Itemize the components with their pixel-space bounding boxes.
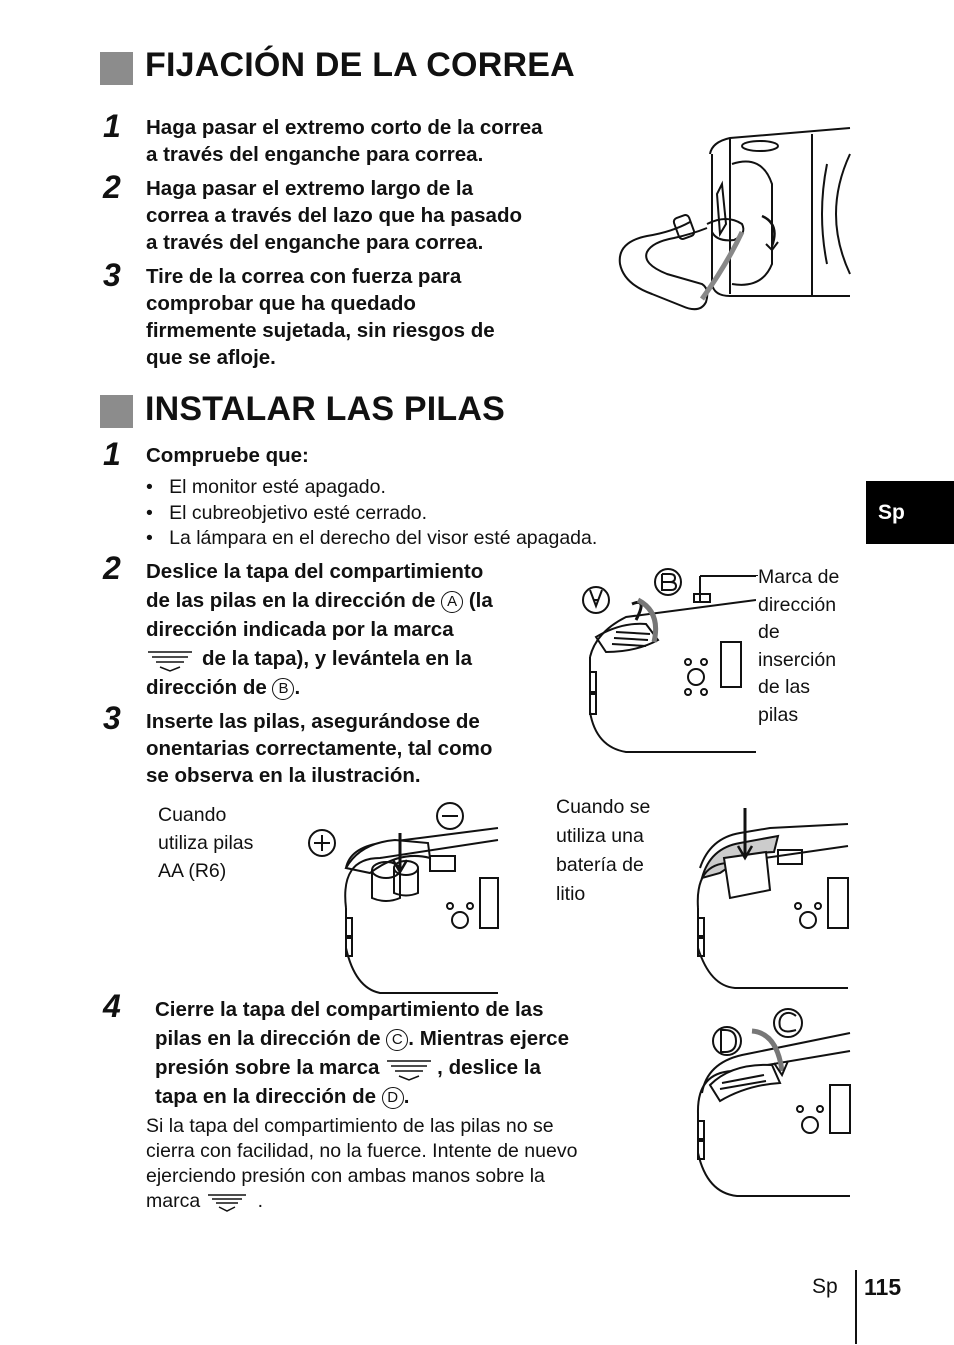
bullet-list	[146, 475, 597, 552]
list-item: • El cubreobjetivo esté cerrado.	[146, 501, 428, 524]
heading-square	[100, 52, 133, 85]
step-number: 2	[103, 169, 121, 205]
step-text: Cierre la tapa del compartimiento de las pilas en la dirección de C . Mientras ejerce presión sobre la marca , deslice la tapa en la dirección de D .	[155, 998, 569, 1108]
section-title-strap: FIJACIÓN DE LA CORREA	[145, 46, 575, 84]
label-c-icon: C	[386, 1029, 408, 1051]
mark-caption: Marca de dirección de inserción de las pilas	[758, 566, 840, 726]
press-mark-icon	[385, 1057, 437, 1081]
note-text: Si la tapa del compartimiento de las pilas no se cierra con facilidad, no la fuerce. Intente de nuevo ejerciendo presión con ambas manos sobre la marca .	[146, 1115, 578, 1212]
step-number: 1	[103, 108, 121, 144]
lithium-caption: Cuando se utiliza una batería de litio	[556, 796, 651, 905]
list-item: • El monitor esté apagado.	[146, 476, 386, 498]
press-mark-icon	[146, 648, 202, 672]
battery-cover-illustration	[576, 562, 756, 757]
leader-line	[700, 575, 758, 576]
label-d-icon: D	[382, 1087, 404, 1109]
footer-lang: Sp	[812, 1275, 838, 1298]
step-number: 4	[103, 988, 121, 1024]
step-text: Compruebe que:	[146, 444, 309, 467]
label-a-icon: A	[441, 591, 463, 613]
section-title-batteries: INSTALAR LAS PILAS	[145, 390, 505, 428]
step-text: Deslice la tapa del compartimiento de las pilas en la dirección de A (la dirección indicada por la marca de la tapa), y levántela en la dirección de B .	[146, 560, 493, 699]
step-number: 3	[103, 700, 121, 736]
step-number: 2	[103, 550, 121, 586]
closing-cover-illustration	[692, 1003, 852, 1198]
step-text: Tire de la correa con fuerza para comprobar que ha quedado firmemente sujetada, sin riesgos de que se afloje.	[146, 265, 495, 369]
strap-camera-illustration	[612, 124, 852, 324]
footer-divider	[855, 1270, 857, 1344]
step-text: Inserte las pilas, asegurándose de onentarias correctamente, tal como se observa en la ilustración.	[146, 710, 493, 787]
press-mark-icon	[206, 1192, 258, 1212]
aa-battery-illustration	[300, 798, 500, 996]
step-text: Haga pasar el extremo corto de la correa a través del enganche para correa.	[146, 116, 543, 166]
side-tab: Sp	[866, 481, 954, 544]
list-item: • La lámpara en el derecho del visor esté apagada.	[146, 527, 598, 549]
page-number: 115	[864, 1274, 902, 1300]
lithium-battery-illustration	[690, 808, 850, 990]
heading-square	[100, 395, 133, 428]
aa-caption: Cuando utiliza pilas AA (R6)	[158, 804, 254, 882]
step-text: Haga pasar el extremo largo de la correa a través del lazo que ha pasado a través del enganche para correa.	[146, 177, 522, 254]
step-number: 3	[103, 257, 121, 293]
label-b-icon: B	[272, 678, 294, 700]
step-number: 1	[103, 436, 121, 472]
